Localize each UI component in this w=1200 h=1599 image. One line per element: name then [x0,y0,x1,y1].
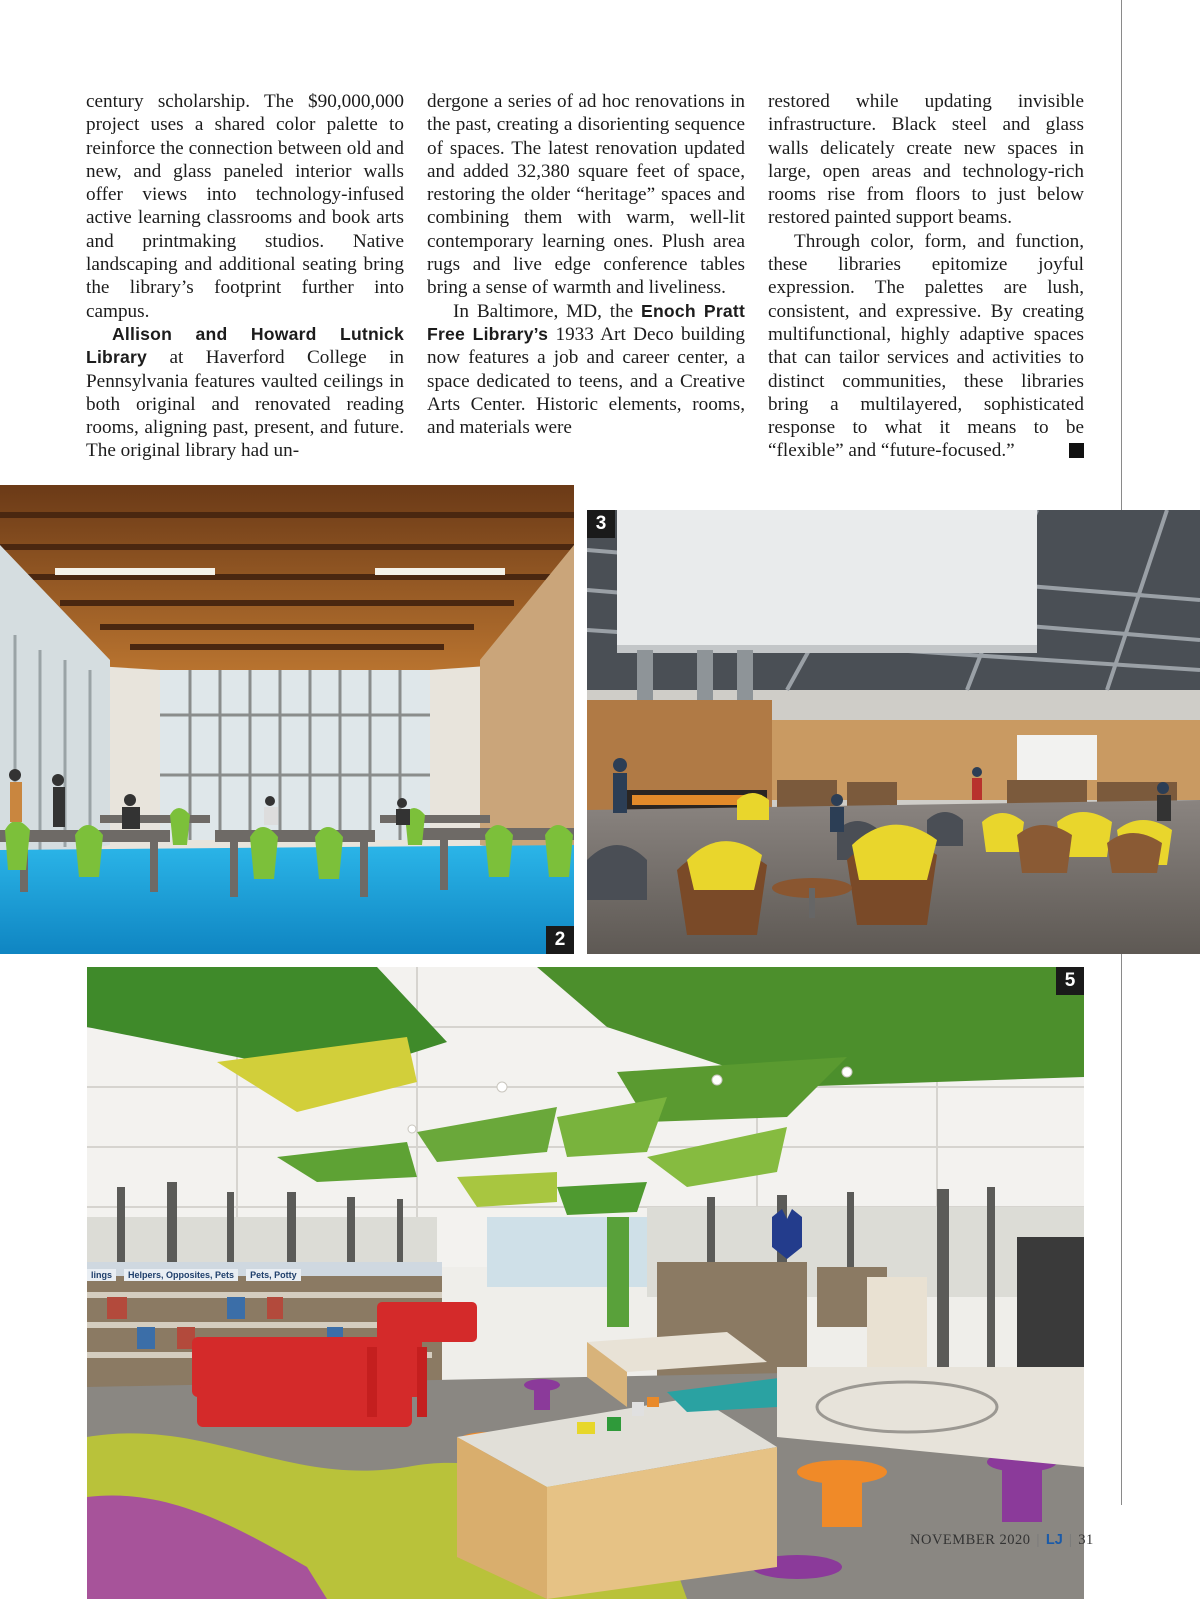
article-column-3 [768,90,1084,463]
reading-room-illustration [0,485,574,954]
col3-paragraph-2 [768,230,1084,463]
col2-paragraph-2 [427,300,745,440]
photo-childrens-area [87,967,1084,1599]
photo-lounge [587,510,1200,954]
photo-reading-room [0,485,574,954]
col2-paragraph-2-text: 1933 Art Deco building now features a job and career center, a space dedicated to teens, and a Creative Arts Center. Historic elements, rooms, and materials were [427,323,745,439]
issue-date: NOVEMBER 2020 [910,1532,1031,1548]
footer-separator: | [1036,1532,1040,1548]
shelf-signs [87,1269,301,1281]
page-number: 31 [1078,1532,1094,1548]
page-footer [910,1532,1094,1549]
enoch-pratt-library-name: Enoch Pratt Free Library’s [427,300,746,344]
photo-number-badge-2: 2 [546,926,574,954]
col3-paragraph-2-text: Through color, form, and function, these libraries epitomize joyful expression. The palettes are lush, consistent, and expressive. By creating multifunctional, highly adaptive spaces that can tailor services and activities to distinct communities, these libraries bring a multilayered, sophisticated response to what it means to be “flexible” and “future-focused.” [768,230,1084,462]
col1-paragraph-2 [86,323,404,463]
col2-paragraph-1: dergone a series of ad hoc renovations in the past, creating a disorienting sequence of spaces. The latest renovation updated and added 32,380 square feet of space, restoring the older “heritage” spaces and combining them with warm, well-lit contemporary learning ones. Plush area rugs and live edge conference tables bring a sense of warmth and liveliness. [427,91,745,299]
lutnick-library-name: Allison and Howard Lutnick Library [86,323,404,368]
shelf-sign-2: Helpers, Opposites, Pets [124,1269,238,1281]
col1-paragraph-2-text: at Haverford College in Pennsylvania features vaulted ceilings in both original and renovated reading rooms, aligning past, present, and future. The original library had un- [86,347,404,462]
end-of-article-mark [1069,443,1084,458]
col1-paragraph-1: century scholarship. The $90,000,000 project uses a shared color palette to reinforce the connection between old and new, and glass paneled interior walls offer views into technology-infused active learning classrooms and book arts and printmaking studios. Native landscaping and additional seating bring the library’s footprint further into campus. [86,91,404,322]
article-column-2 [427,90,745,439]
shelf-sign-1: lings [87,1269,116,1281]
article-column-1 [86,90,404,463]
childrens-area-illustration [87,967,1084,1599]
photo-number-badge-3: 3 [587,510,615,538]
lounge-illustration [587,510,1200,954]
col3-paragraph-1: restored while updating invisible infrastructure. Black steel and glass walls delicately create new spaces in large, open areas and technology-rich rooms rise from floors to just below restored painted support beams. [768,91,1084,229]
shelf-sign-3: Pets, Potty [246,1269,301,1281]
footer-separator-2: | [1068,1532,1073,1548]
photo-number-badge-5: 5 [1056,967,1084,995]
col2-paragraph-2-start: In Baltimore, MD, the [453,300,642,322]
lj-logo: LJ [1045,1532,1063,1548]
